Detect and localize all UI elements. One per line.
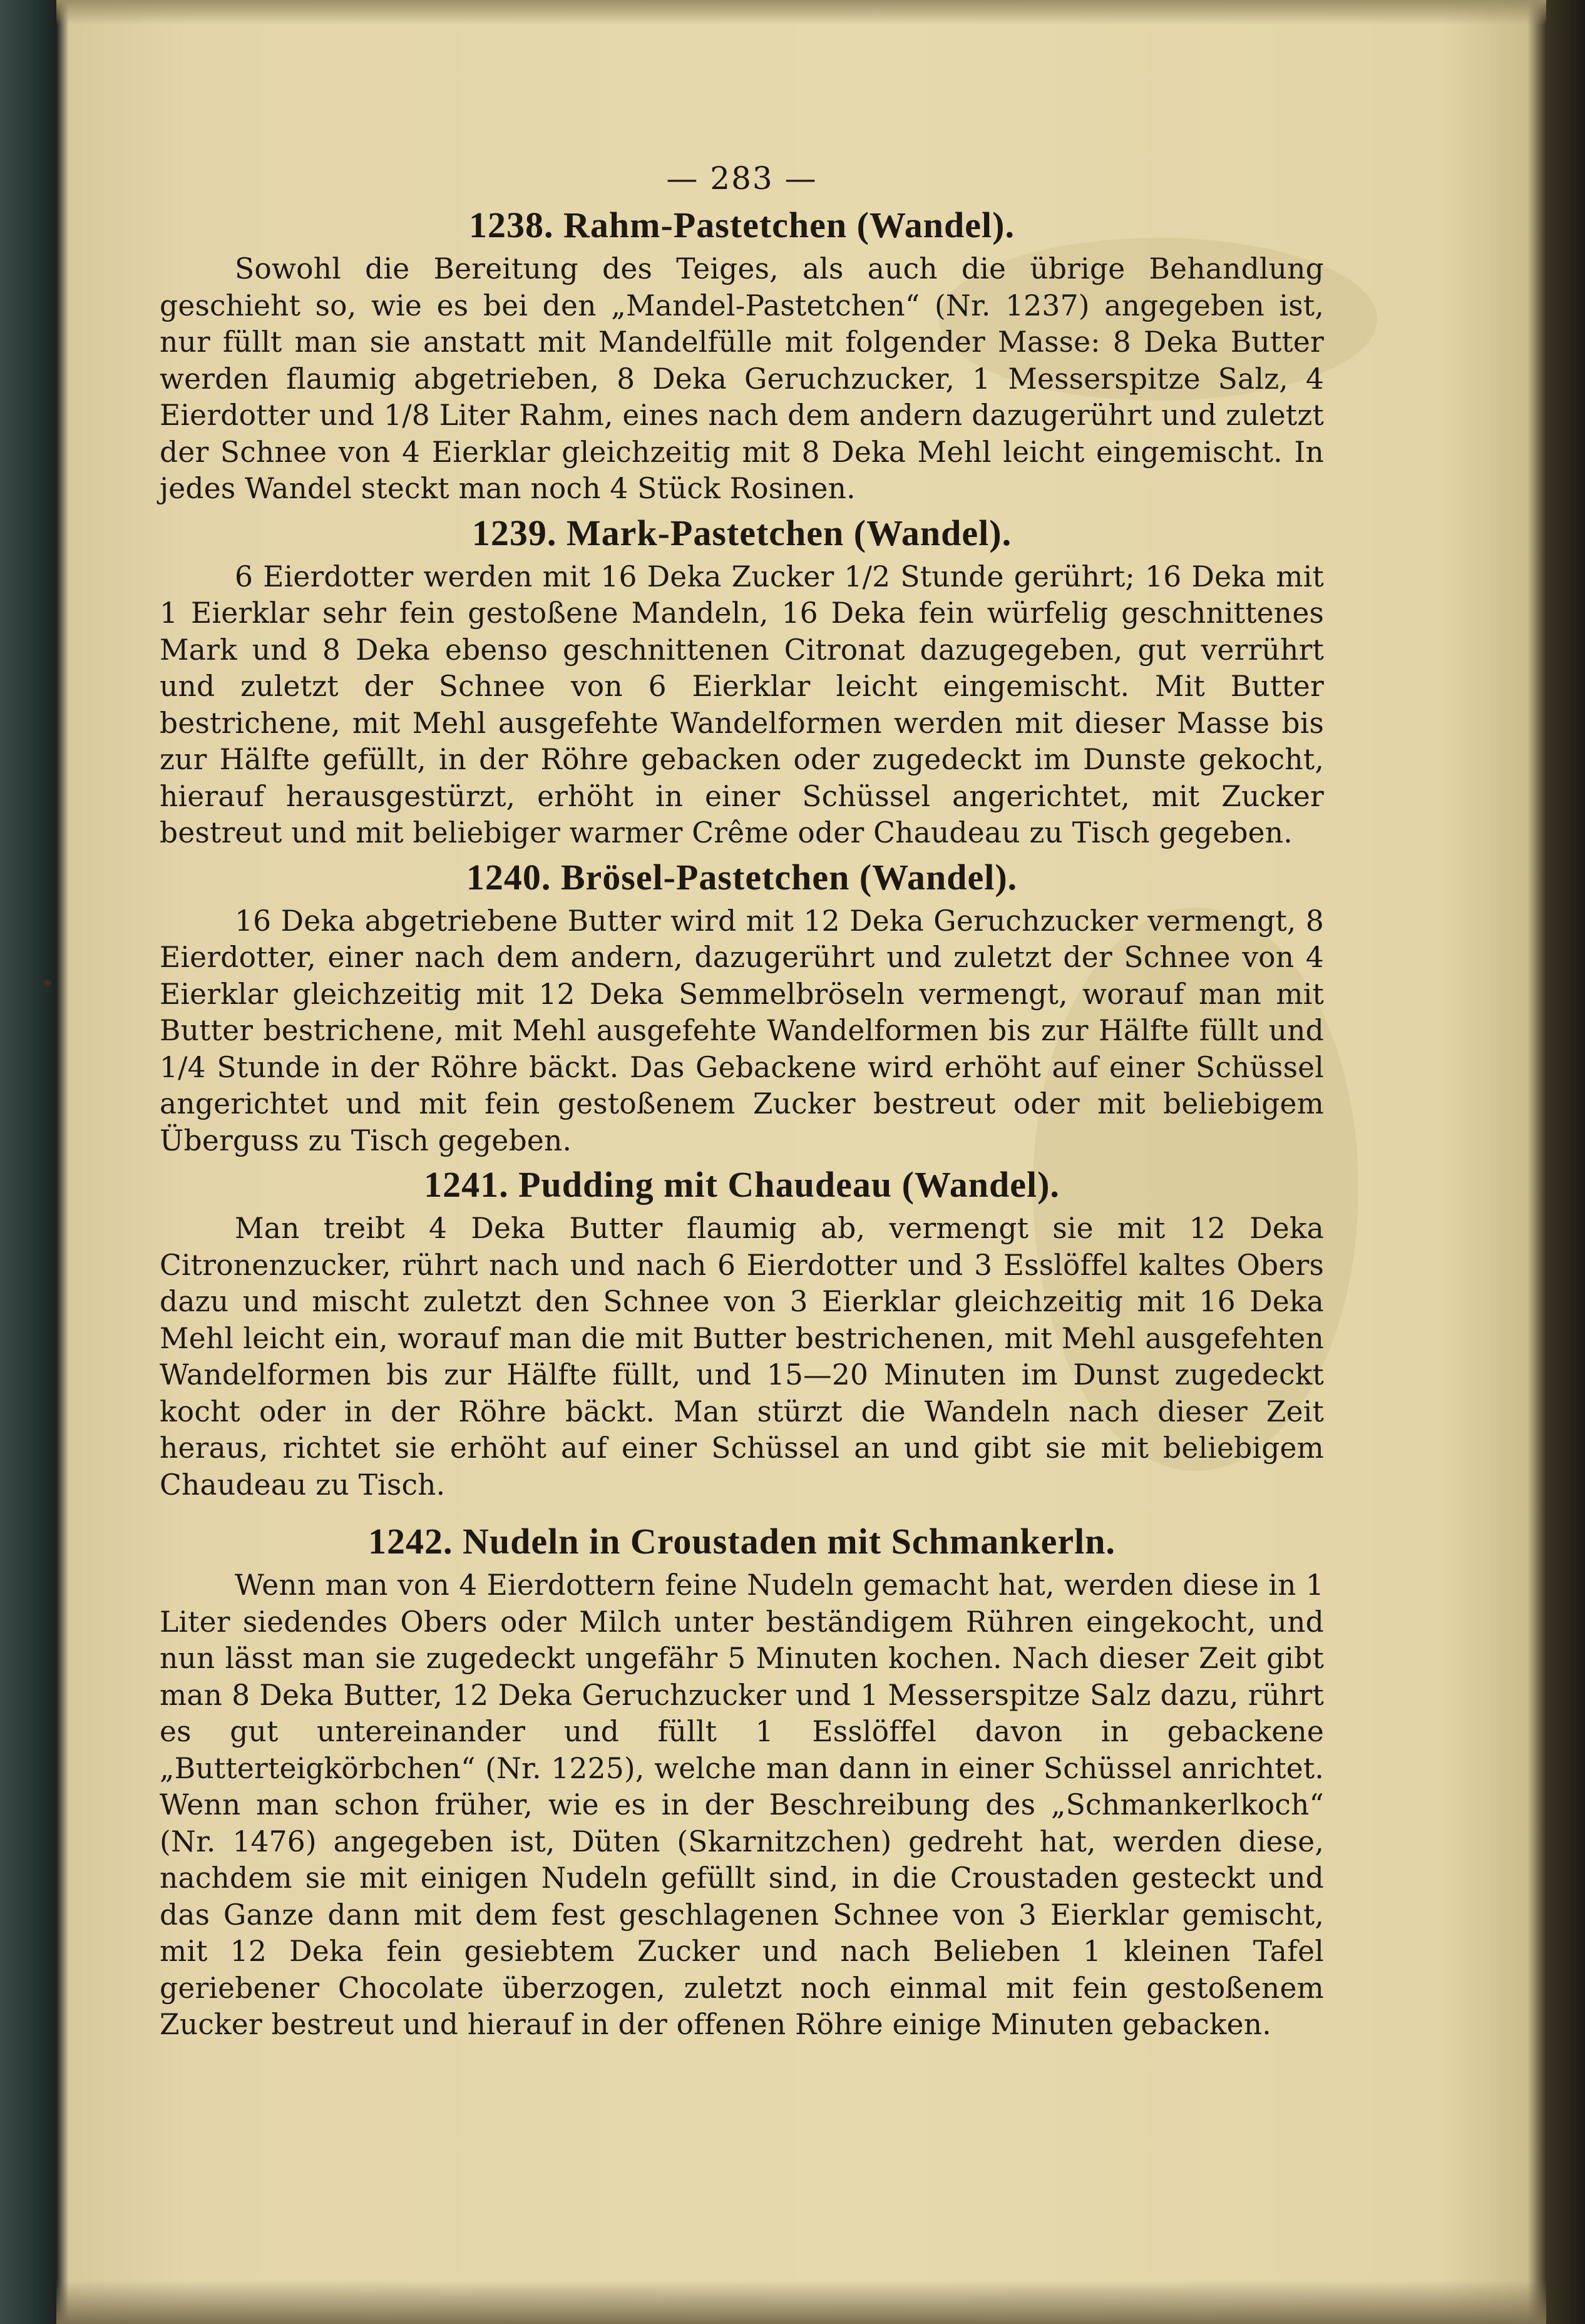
recipe-1240 (160, 856, 1324, 1160)
recipe-text: Wenn man von 4 Eierdottern feine Nudeln gemacht hat, werden diese in 1 Liter siedendes Obers oder Milch unter beständigem Rühren eingekocht, und nun lässt man sie zugedeckt ungefähr 5 Minuten kochen. Nach dieser Zeit gibt man 8 Deka Butter, 12 Deka Geruchzucker und 1 Messerspitze Salz dazu, rührt es gut untereinander und füllt 1 Esslöffel davon in gebackene „Butterteigkörbchen“ (Nr. 1225), welche man dann in einer Schüssel anrichtet. Wenn man schon früher, wie es in der Beschreibung des „Schmankerlkoch“ (Nr. 1476) angegeben ist, Düten (Skarnitzchen) gedreht hat, werden diese, nachdem sie mit einigen Nudeln gefüllt sind, in die Croustaden gesteckt und das Ganze dann mit dem fest geschlagenen Schnee von 3 Eierklar gemischt, mit 12 Deka fein gesiebtem Zucker und nach Belieben 1 kleinen Tafel geriebener Chocolate überzogen, zuletzt noch einmal mit fein gestoßenem Zucker bestreut und hierauf in der offenen Röhre einige Minuten gebacken. (160, 1569, 1324, 2041)
recipe-text: Man treibt 4 Deka Butter flaumig ab, vermengt sie mit 12 Deka Citronenzucker, rührt nach und nach 6 Eierdotter und 3 Esslöffel kaltes Obers dazu und mischt zuletzt den Schnee von 3 Eierklar gleichzeitig mit 16 Deka Mehl leicht ein, worauf man die mit Butter bestrichenen, mit Mehl ausgefehten Wandelformen bis zur Hälfte füllt, und 15—20 Minuten im Dunst zugedeckt kocht oder in der Röhre bäckt. Man stürzt die Wandeln nach dieser Zeit heraus, richtet sie erhöht auf einer Schüssel an und gibt sie mit beliebigem Chaudeau zu Tisch. (160, 1212, 1324, 1502)
recipe-heading: 1241. Pudding mit Chaudeau (Wandel). (424, 1164, 1060, 1205)
recipe-heading: 1238. Rahm-Pastetchen (Wandel). (469, 205, 1015, 245)
recipe-text: 16 Deka abgetriebene Butter wird mit 12 Deka Geruchzucker vermengt, 8 Eierdotter, einer nach dem andern, dazugerührt und zuletzt der Schnee von 4 Eierklar gleichzeitig mit 12 Deka Semmelbröseln vermengt, worauf man mit Butter bestrichene, mit Mehl ausgefehte Wandelformen bis zur Hälfte füllt und 1/4 Stunde in der Röhre bäckt. Das Gebackene wird erhöht auf einer Schüssel angerichtet und mit fein gestoßenem Zucker bestreut oder mit beliebigem Überguss zu Tisch gegeben. (160, 904, 1324, 1157)
recipe-heading: 1240. Brösel-Pastetchen (Wandel). (466, 856, 1018, 898)
page-top-edge (56, 0, 1546, 25)
recipe-heading: 1239. Mark-Pastetchen (Wandel). (471, 512, 1012, 553)
recipe-1241 (160, 1163, 1324, 1503)
page-bottom-edge (56, 2280, 1546, 2324)
recipe-text: Sowohl die Bereitung des Teiges, als auch die übrige Behandlung geschieht so, wie es bei den „Mandel-Pastetchen“ (Nr. 1237) angegeben ist, nur füllt man sie anstatt mit Mandelfülle mit folgender Masse: 8 Deka Butter werden flaumig abgetrieben, 8 Deka Geruchzucker, 1 Messerspitze Salz, 4 Eierdotter und 1/8 Liter Rahm, eines nach dem andern dazugerührt und zuletzt der Schnee von 4 Eierklar gleichzeitig mit 8 Deka Mehl leicht eingemischt. In jedes Wandel steckt man noch 4 Stück Rosinen. (160, 252, 1324, 505)
recipe-1238 (160, 203, 1324, 508)
recipe-1242 (160, 1520, 1324, 2044)
page-content (160, 160, 1324, 2044)
recipe-text: 6 Eierdotter werden mit 16 Deka Zucker 1/2 Stunde gerührt; 16 Deka mit 1 Eierklar sehr fein gestoßene Mandeln, 16 Deka fein würfelig geschnittenes Mark und 8 Deka ebenso geschnittenen Citronat dazugegeben, gut verrührt und zuletzt der Schnee von 6 Eierklar leicht eingemischt. Mit Butter bestrichene, mit Mehl ausgefehte Wandelformen werden mit dieser Masse bis zur Hälfte gefüllt, in der Röhre gebacken oder zugedeckt im Dunste gekocht, hierauf herausgestürzt, erhöht in einer Schüssel angerichtet, mit Zucker bestreut und mit beliebiger warmer Crême oder Chaudeau zu Tisch gegeben. (160, 560, 1324, 849)
recipe-heading: 1242. Nudeln in Croustaden mit Schmankerln. (367, 1521, 1116, 1562)
ink-dot (44, 980, 51, 987)
recipe-1239 (160, 511, 1324, 852)
page-number: — 283 — (666, 160, 818, 197)
